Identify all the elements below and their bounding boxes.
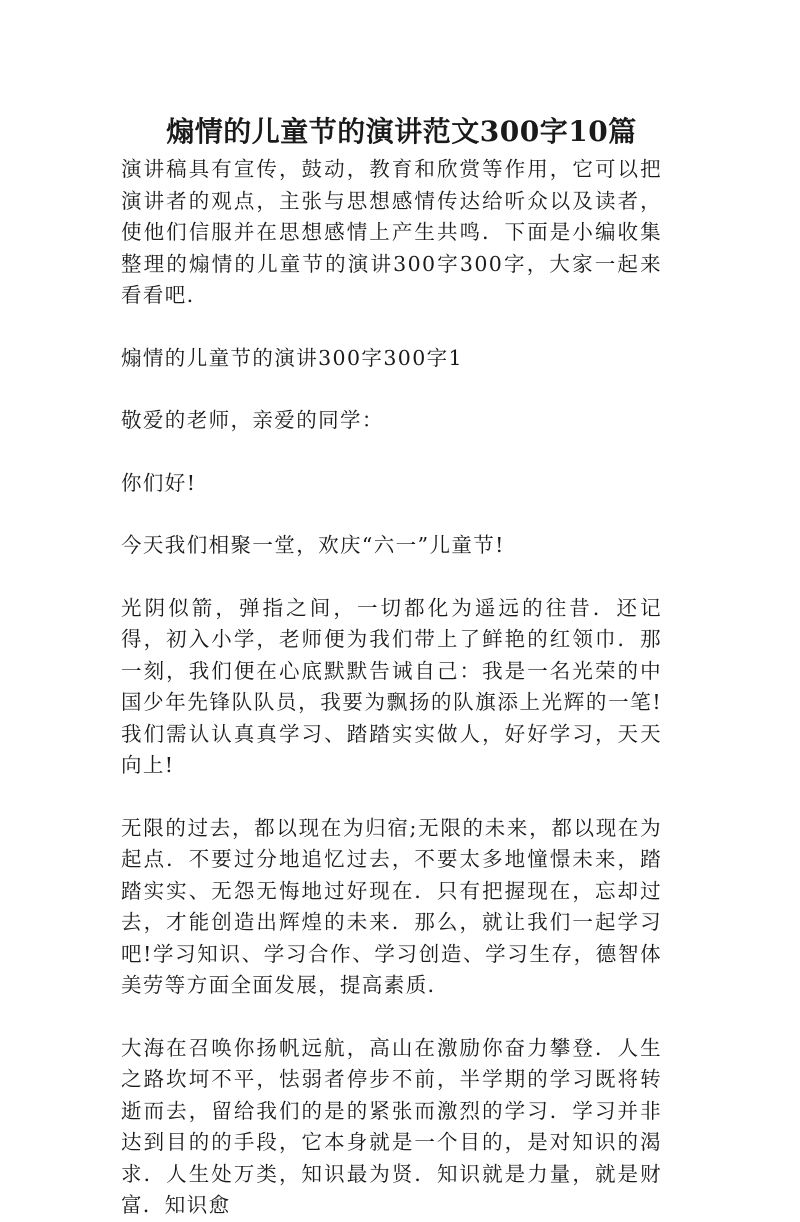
document-body (121, 154, 662, 1222)
intro-paragraph: 演讲稿具有宣传，鼓动，教育和欣赏等作用，它可以把演讲者的观点，主张与思想感情传达给听众以及读者，使他们信服并在思想感情上产生共鸣．下面是小编收集整理的煽情的儿童节的演讲300字300字，大家一起来看看吧． (121, 157, 662, 307)
body-paragraph: 大海在召唤你扬帆远航，高山在激励你奋力攀登．人生之路坎坷不平，怯弱者停步不前，半学期的学习既将转逝而去，留给我们的是的紧张而激烈的学习．学习并非达到目的的手段，它本身就是一个目的，是对知识的渴求．人生处万类，知识最为贤．知识就是力量，就是财富．知识愈 (121, 1035, 662, 1217)
salutation: 敬爱的老师，亲爱的同学： (121, 408, 384, 432)
body-paragraph: 无限的过去，都以现在为归宿;无限的未来，都以现在为起点．不要过分地追忆过去，不要太多地憧憬未来，踏踏实实、无怨无悔地过好现在．只有把握现在，忘却过去，才能创造出辉煌的未来．那么，就让我们一起学习吧!学习知识、学习合作、学习创造、学习生存，德智体美劳等方面全面发展，提高素质． (121, 815, 662, 997)
section-heading: 煽情的儿童节的演讲300字300字1 (121, 345, 463, 370)
document-title: 煽情的儿童节的演讲范文300字10篇 (166, 115, 637, 148)
body-paragraph: 今天我们相聚一堂，欢庆“六一”儿童节! (121, 533, 505, 557)
body-paragraph: 光阴似箭，弹指之间，一切都化为遥远的往昔．还记得，初入小学，老师便为我们带上了鲜艳的红领巾．那一刻，我们便在心底默默告诫自己：我是一名光荣的中国少年先锋队队员，我要为飘扬的队旗添上光辉的一笔!我们需认认真真学习、踏踏实实做人，好好学习，天天向上! (121, 595, 662, 777)
greeting: 你们好! (121, 470, 197, 495)
